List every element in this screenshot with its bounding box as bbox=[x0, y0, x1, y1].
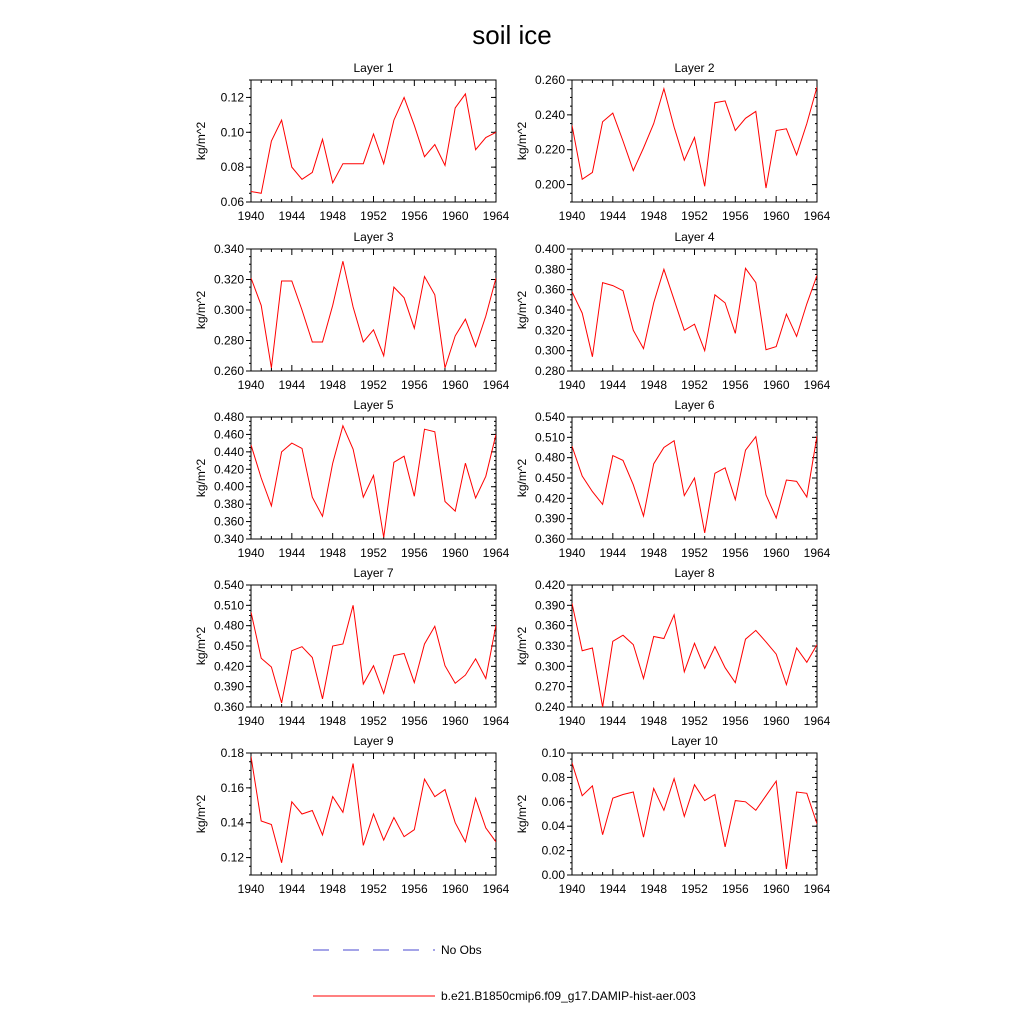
x-tick-label: 1956 bbox=[400, 546, 428, 560]
x-tick-label: 1956 bbox=[400, 714, 428, 728]
x-tick-label: 1964 bbox=[803, 209, 831, 223]
y-tick-label: 0.330 bbox=[534, 639, 565, 653]
panel-title: Layer 10 bbox=[671, 734, 718, 748]
y-tick-label: 0.08 bbox=[541, 770, 565, 785]
x-tick-label: 1952 bbox=[360, 882, 387, 896]
x-tick-label: 1964 bbox=[482, 378, 510, 392]
panel-title: Layer 8 bbox=[674, 566, 715, 580]
x-tick-label: 1944 bbox=[278, 378, 306, 392]
x-tick-label: 1944 bbox=[599, 209, 627, 223]
x-tick-label: 1960 bbox=[762, 546, 790, 560]
panel-title: Layer 1 bbox=[353, 61, 394, 75]
x-tick-label: 1960 bbox=[441, 209, 469, 223]
x-tick-label: 1944 bbox=[599, 882, 627, 896]
y-tick-label: 0.270 bbox=[534, 679, 565, 694]
legend-model-label: b.e21.B1850cmip6.f09_g17.DAMIP-hist-aer.003 bbox=[441, 989, 696, 1003]
y-tick-label: 0.360 bbox=[534, 532, 565, 546]
y-tick-label: 0.510 bbox=[534, 430, 565, 445]
y-tick-label: 0.260 bbox=[213, 364, 244, 378]
panel-title: Layer 5 bbox=[353, 398, 394, 412]
x-tick-label: 1964 bbox=[803, 378, 831, 392]
x-tick-label: 1952 bbox=[360, 714, 387, 728]
y-axis-label: kg/m^2 bbox=[194, 121, 208, 161]
x-tick-label: 1964 bbox=[803, 546, 831, 560]
y-tick-label: 0.16 bbox=[220, 780, 244, 795]
y-axis-label: kg/m^2 bbox=[194, 626, 208, 666]
y-tick-label: 0.510 bbox=[213, 598, 244, 613]
y-tick-label: 0.12 bbox=[220, 850, 244, 865]
panel-title: Layer 3 bbox=[353, 230, 394, 244]
y-tick-label: 0.04 bbox=[541, 819, 565, 834]
y-axis-label: kg/m^2 bbox=[515, 794, 529, 834]
y-tick-label: 0.320 bbox=[534, 323, 565, 338]
x-tick-label: 1948 bbox=[640, 378, 668, 392]
y-axis-label: kg/m^2 bbox=[515, 290, 529, 330]
y-tick-label: 0.12 bbox=[220, 90, 244, 105]
y-tick-label: 0.380 bbox=[534, 262, 565, 277]
x-tick-label: 1952 bbox=[681, 882, 708, 896]
x-tick-label: 1944 bbox=[599, 378, 627, 392]
y-tick-label: 0.460 bbox=[213, 427, 244, 442]
y-tick-label: 0.300 bbox=[534, 659, 565, 674]
x-tick-label: 1952 bbox=[360, 378, 387, 392]
y-tick-label: 0.300 bbox=[213, 303, 244, 317]
x-tick-label: 1940 bbox=[558, 378, 586, 392]
y-tick-label: 0.360 bbox=[534, 618, 565, 633]
x-tick-label: 1960 bbox=[441, 714, 469, 728]
y-tick-label: 0.320 bbox=[213, 272, 244, 287]
y-tick-label: 0.14 bbox=[220, 815, 244, 830]
x-tick-label: 1940 bbox=[237, 378, 265, 392]
x-tick-label: 1948 bbox=[319, 882, 347, 896]
y-tick-label: 0.360 bbox=[534, 282, 565, 297]
y-tick-label: 0.390 bbox=[534, 598, 565, 613]
x-tick-label: 1944 bbox=[278, 714, 306, 728]
y-axis-label: kg/m^2 bbox=[194, 794, 208, 834]
x-tick-label: 1940 bbox=[558, 714, 586, 728]
x-tick-label: 1952 bbox=[681, 209, 708, 223]
panel-title: Layer 9 bbox=[353, 734, 394, 748]
y-axis-label: kg/m^2 bbox=[515, 626, 529, 666]
y-tick-label: 0.380 bbox=[213, 497, 244, 512]
x-tick-label: 1960 bbox=[762, 209, 790, 223]
panel-title: Layer 2 bbox=[674, 61, 715, 75]
x-tick-label: 1944 bbox=[599, 546, 627, 560]
x-tick-label: 1960 bbox=[762, 714, 790, 728]
x-tick-label: 1940 bbox=[558, 882, 586, 896]
y-tick-label: 0.240 bbox=[534, 700, 565, 714]
x-tick-label: 1956 bbox=[721, 209, 749, 223]
y-axis-label: kg/m^2 bbox=[194, 290, 208, 330]
y-tick-label: 0.200 bbox=[534, 177, 565, 192]
x-tick-label: 1948 bbox=[640, 546, 668, 560]
y-tick-label: 0.00 bbox=[541, 868, 565, 882]
y-tick-label: 0.360 bbox=[213, 700, 244, 714]
legend-obs-label: No Obs bbox=[441, 943, 482, 957]
y-tick-label: 0.540 bbox=[213, 578, 244, 592]
y-tick-label: 0.260 bbox=[534, 73, 565, 87]
x-tick-label: 1960 bbox=[441, 882, 469, 896]
y-tick-label: 0.390 bbox=[213, 679, 244, 694]
x-tick-label: 1940 bbox=[237, 546, 265, 560]
x-tick-label: 1956 bbox=[721, 546, 749, 560]
y-tick-label: 0.480 bbox=[213, 618, 244, 633]
y-tick-label: 0.540 bbox=[534, 410, 565, 424]
y-tick-label: 0.340 bbox=[213, 242, 244, 256]
x-tick-label: 1940 bbox=[237, 714, 265, 728]
y-tick-label: 0.360 bbox=[213, 514, 244, 529]
x-tick-label: 1964 bbox=[803, 714, 831, 728]
x-tick-label: 1964 bbox=[482, 209, 510, 223]
y-tick-label: 0.480 bbox=[534, 450, 565, 465]
y-tick-label: 0.450 bbox=[534, 471, 565, 485]
x-tick-label: 1960 bbox=[441, 546, 469, 560]
x-tick-label: 1956 bbox=[721, 378, 749, 392]
y-tick-label: 0.450 bbox=[213, 639, 244, 653]
y-axis-label: kg/m^2 bbox=[515, 458, 529, 498]
x-tick-label: 1956 bbox=[400, 209, 428, 223]
x-tick-label: 1956 bbox=[721, 714, 749, 728]
y-tick-label: 0.340 bbox=[534, 303, 565, 317]
y-tick-label: 0.06 bbox=[220, 195, 244, 209]
y-tick-label: 0.02 bbox=[541, 843, 565, 858]
x-tick-label: 1948 bbox=[640, 209, 668, 223]
x-tick-label: 1956 bbox=[400, 378, 428, 392]
x-tick-label: 1940 bbox=[558, 546, 586, 560]
x-tick-label: 1956 bbox=[721, 882, 749, 896]
y-tick-label: 0.340 bbox=[213, 532, 244, 546]
x-tick-label: 1952 bbox=[681, 714, 708, 728]
y-tick-label: 0.220 bbox=[534, 142, 565, 157]
x-tick-label: 1940 bbox=[558, 209, 586, 223]
y-tick-label: 0.280 bbox=[534, 364, 565, 378]
y-axis-label: kg/m^2 bbox=[194, 458, 208, 498]
x-tick-label: 1948 bbox=[640, 882, 668, 896]
x-tick-label: 1948 bbox=[319, 546, 347, 560]
panel-title: Layer 4 bbox=[674, 230, 715, 244]
y-tick-label: 0.420 bbox=[213, 659, 244, 674]
y-tick-label: 0.10 bbox=[220, 125, 244, 140]
y-tick-label: 0.280 bbox=[213, 333, 244, 348]
x-tick-label: 1964 bbox=[803, 882, 831, 896]
x-tick-label: 1952 bbox=[360, 209, 387, 223]
panel-title: Layer 7 bbox=[353, 566, 394, 580]
x-tick-label: 1964 bbox=[482, 882, 510, 896]
x-tick-label: 1956 bbox=[400, 882, 428, 896]
x-tick-label: 1948 bbox=[319, 378, 347, 392]
x-tick-label: 1948 bbox=[319, 714, 347, 728]
y-axis-label: kg/m^2 bbox=[515, 121, 529, 161]
y-tick-label: 0.240 bbox=[534, 107, 565, 122]
y-tick-label: 0.06 bbox=[541, 794, 565, 809]
x-tick-label: 1944 bbox=[278, 546, 306, 560]
x-tick-label: 1940 bbox=[237, 209, 265, 223]
y-tick-label: 0.440 bbox=[213, 444, 244, 459]
x-tick-label: 1960 bbox=[762, 882, 790, 896]
y-tick-label: 0.400 bbox=[213, 479, 244, 494]
y-tick-label: 0.300 bbox=[534, 343, 565, 358]
panel-title: Layer 6 bbox=[674, 398, 715, 412]
y-tick-label: 0.10 bbox=[541, 746, 565, 760]
y-tick-label: 0.420 bbox=[534, 578, 565, 592]
x-tick-label: 1952 bbox=[360, 546, 387, 560]
x-tick-label: 1952 bbox=[681, 546, 708, 560]
figure-title: soil ice bbox=[472, 20, 552, 50]
x-tick-label: 1940 bbox=[237, 882, 265, 896]
y-tick-label: 0.420 bbox=[213, 462, 244, 477]
y-tick-label: 0.400 bbox=[534, 242, 565, 256]
y-tick-label: 0.18 bbox=[220, 746, 244, 760]
x-tick-label: 1952 bbox=[681, 378, 708, 392]
x-tick-label: 1964 bbox=[482, 714, 510, 728]
x-tick-label: 1944 bbox=[278, 882, 306, 896]
y-tick-label: 0.390 bbox=[534, 511, 565, 526]
x-tick-label: 1964 bbox=[482, 546, 510, 560]
x-tick-label: 1960 bbox=[762, 378, 790, 392]
x-tick-label: 1944 bbox=[278, 209, 306, 223]
y-tick-label: 0.420 bbox=[534, 491, 565, 506]
y-tick-label: 0.480 bbox=[213, 410, 244, 424]
x-tick-label: 1948 bbox=[319, 209, 347, 223]
x-tick-label: 1948 bbox=[640, 714, 668, 728]
y-tick-label: 0.08 bbox=[220, 160, 244, 175]
x-tick-label: 1960 bbox=[441, 378, 469, 392]
x-tick-label: 1944 bbox=[599, 714, 627, 728]
